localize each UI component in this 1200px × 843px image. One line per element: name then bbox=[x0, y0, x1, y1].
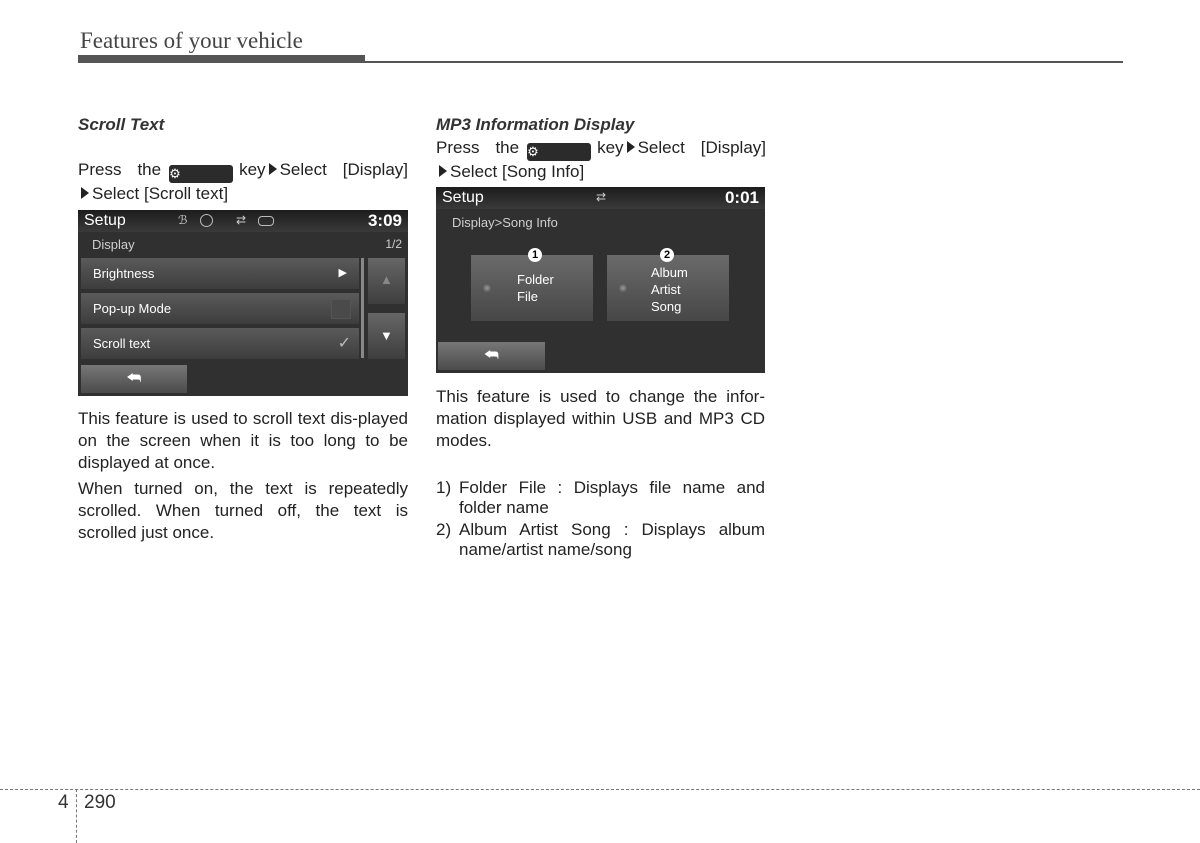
arrow-right-icon: ▶ bbox=[338, 267, 347, 279]
page-indicator: 1/2 bbox=[385, 237, 402, 251]
select-display-text: Select [Display] bbox=[279, 160, 408, 179]
menu-item-label: Brightness bbox=[93, 266, 155, 281]
screen-clock: 0:01 bbox=[724, 188, 759, 207]
screen-subtitle: Display bbox=[92, 237, 135, 252]
screen-clock: 3:09 bbox=[367, 211, 402, 230]
menu-item-scroll-text[interactable] bbox=[81, 328, 359, 359]
select-song-info-text: Select [Song Info] bbox=[450, 162, 585, 181]
chapter-number: 4 bbox=[58, 792, 69, 813]
press-the-text: Press the bbox=[436, 138, 520, 157]
setup-key-gear-icon: ⚙ bbox=[169, 165, 233, 183]
menu-item-popup-mode[interactable] bbox=[81, 293, 359, 324]
usb-icon: ⇄ bbox=[236, 213, 247, 227]
album-artist-song-option[interactable] bbox=[607, 255, 729, 321]
back-button[interactable] bbox=[438, 342, 545, 370]
select-scroll-text: Select [Scroll text] bbox=[92, 184, 229, 203]
header-rule-thick bbox=[78, 55, 365, 63]
back-arrow-icon: ⮪ bbox=[126, 370, 142, 387]
bluetooth-icon: ℬ bbox=[178, 213, 188, 227]
callout-number-1: 1 bbox=[528, 248, 542, 262]
scroll-text-heading: Scroll Text bbox=[78, 115, 165, 134]
arrow-right-icon bbox=[439, 165, 447, 177]
screen-title: Setup bbox=[442, 189, 484, 206]
arrow-right-icon bbox=[81, 187, 89, 199]
checkmark-icon: ✓ bbox=[337, 335, 351, 352]
select-display-text: Select [Display] bbox=[637, 138, 766, 157]
ipod-icon bbox=[258, 216, 274, 226]
scroll-up-button[interactable] bbox=[368, 258, 405, 304]
scroll-text-behavior: When turned on, the text is repeatedly scrolled. When turned off, the text is scrolled just once. bbox=[78, 479, 408, 542]
setup-key-gear-icon: ⚙ bbox=[527, 143, 591, 161]
scroll-down-button[interactable] bbox=[368, 313, 405, 359]
footer-divider bbox=[0, 789, 1200, 790]
scroll-text-description: This feature is used to scroll text dis-played on the screen when it is too long to be displayed at once. bbox=[78, 409, 408, 472]
screen-subtitle: Display>Song Info bbox=[452, 215, 558, 230]
arrow-right-icon bbox=[627, 141, 635, 153]
list-item bbox=[436, 520, 765, 562]
list-number: 2) bbox=[436, 520, 452, 539]
checkbox-empty-icon bbox=[331, 299, 351, 319]
option-label: File bbox=[517, 289, 538, 304]
screen-title: Setup bbox=[84, 212, 126, 229]
indicator-led-icon bbox=[618, 283, 628, 293]
back-button[interactable] bbox=[81, 365, 187, 393]
mp3-info-heading: MP3 Information Display bbox=[436, 115, 635, 134]
list-text: Folder File : Displays file name and folder name bbox=[459, 478, 765, 517]
menu-item-label: Pop-up Mode bbox=[93, 301, 172, 316]
callout-number-2: 2 bbox=[660, 248, 674, 262]
arrow-up-icon: ▲ bbox=[380, 272, 393, 287]
page-number: 290 bbox=[84, 792, 116, 813]
scrollbar[interactable] bbox=[361, 258, 364, 358]
list-number: 1) bbox=[436, 478, 452, 497]
menu-item-label: Scroll text bbox=[93, 336, 151, 351]
menu-item-brightness[interactable] bbox=[81, 258, 359, 289]
key-text: key bbox=[597, 138, 624, 157]
back-arrow-icon: ⮪ bbox=[484, 347, 499, 364]
option-label: Folder bbox=[517, 272, 554, 287]
setup-display-screen bbox=[78, 210, 408, 396]
press-the-text: Press the bbox=[78, 160, 162, 179]
arrow-down-icon: ▼ bbox=[380, 328, 393, 343]
folder-file-option[interactable] bbox=[471, 255, 593, 321]
disc-icon bbox=[200, 214, 213, 227]
mp3-info-description: This feature is used to change the infor-mation displayed within USB and MP3 CD modes. bbox=[436, 387, 765, 450]
page-header-title: Features of your vehicle bbox=[80, 28, 303, 53]
header-rule-thin bbox=[365, 61, 1123, 63]
arrow-right-icon bbox=[269, 163, 277, 175]
indicator-led-icon bbox=[482, 283, 492, 293]
song-info-screen bbox=[436, 187, 765, 373]
key-text: key bbox=[239, 160, 266, 179]
list-item bbox=[436, 478, 765, 520]
option-label: Album bbox=[651, 265, 688, 280]
mp3-info-instructions bbox=[436, 137, 766, 183]
footer-vertical-divider bbox=[76, 789, 77, 843]
list-text: Album Artist Song : Displays album name/artist name/song bbox=[459, 520, 765, 559]
option-label: Artist bbox=[651, 282, 681, 297]
option-label: Song bbox=[651, 299, 682, 314]
scroll-text-instructions bbox=[78, 159, 408, 205]
usb-icon: ⇄ bbox=[596, 190, 607, 204]
